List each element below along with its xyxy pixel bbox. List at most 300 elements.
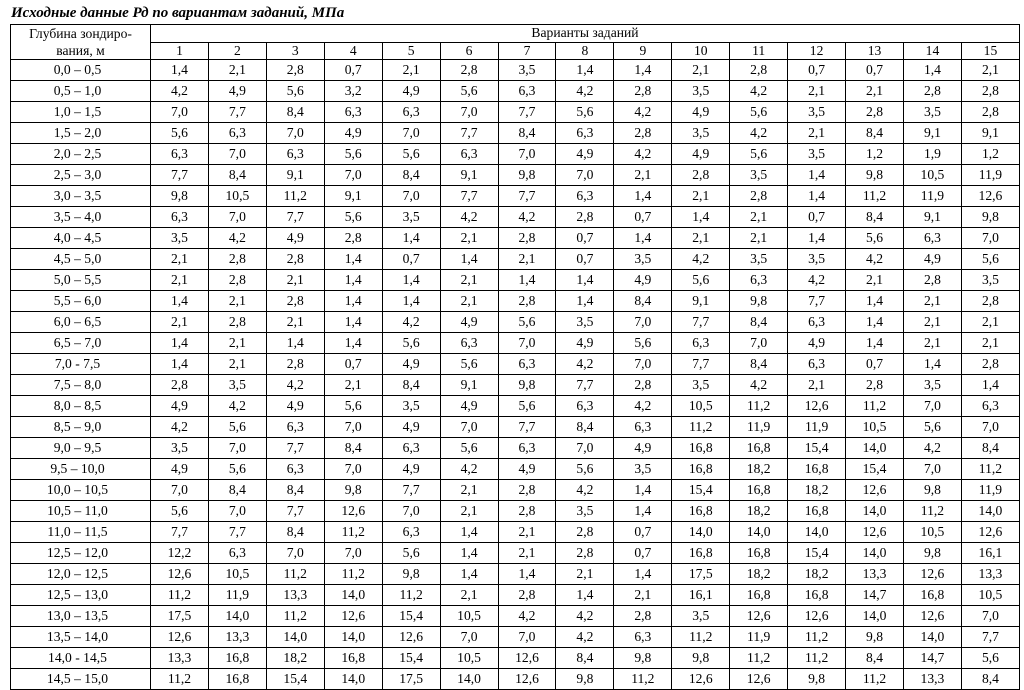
value-cell: 5,6 [382, 543, 440, 564]
value-cell: 11,2 [266, 564, 324, 585]
value-cell: 6,3 [614, 627, 672, 648]
value-cell: 4,2 [614, 396, 672, 417]
value-cell: 1,4 [440, 543, 498, 564]
value-cell: 4,9 [382, 81, 440, 102]
value-cell: 2,8 [846, 375, 904, 396]
variant-number-header: 2 [208, 42, 266, 60]
value-cell: 0,7 [614, 543, 672, 564]
value-cell: 17,5 [382, 669, 440, 690]
value-cell: 6,3 [208, 543, 266, 564]
value-cell: 9,8 [672, 648, 730, 669]
depth-cell: 9,5 – 10,0 [11, 459, 151, 480]
value-cell: 11,2 [961, 459, 1019, 480]
value-cell: 2,1 [903, 333, 961, 354]
value-cell: 2,8 [730, 60, 788, 81]
value-cell: 4,9 [324, 123, 382, 144]
value-cell: 4,2 [440, 459, 498, 480]
depth-cell: 0,0 – 0,5 [11, 60, 151, 81]
value-cell: 16,8 [903, 585, 961, 606]
value-cell: 11,2 [672, 627, 730, 648]
value-cell: 1,4 [788, 228, 846, 249]
value-cell: 6,3 [730, 270, 788, 291]
value-cell: 2,1 [151, 312, 209, 333]
value-cell: 1,4 [324, 333, 382, 354]
value-cell: 2,1 [903, 312, 961, 333]
depth-cell: 6,0 – 6,5 [11, 312, 151, 333]
variant-number-header: 10 [672, 42, 730, 60]
value-cell: 4,2 [556, 480, 614, 501]
value-cell: 5,6 [498, 312, 556, 333]
variant-number-header: 12 [788, 42, 846, 60]
value-cell: 7,7 [672, 354, 730, 375]
value-cell: 4,2 [440, 207, 498, 228]
value-cell: 0,7 [556, 228, 614, 249]
value-cell: 14,0 [208, 606, 266, 627]
value-cell: 3,5 [614, 459, 672, 480]
value-cell: 11,9 [788, 417, 846, 438]
value-cell: 2,1 [324, 375, 382, 396]
table-row [11, 333, 1020, 354]
value-cell: 2,1 [440, 228, 498, 249]
depth-cell: 0,5 – 1,0 [11, 81, 151, 102]
value-cell: 6,3 [151, 207, 209, 228]
value-cell: 3,5 [903, 375, 961, 396]
value-cell: 3,5 [672, 375, 730, 396]
value-cell: 15,4 [788, 438, 846, 459]
value-cell: 2,8 [556, 543, 614, 564]
value-cell: 2,1 [498, 522, 556, 543]
table-row [11, 81, 1020, 102]
value-cell: 16,8 [730, 438, 788, 459]
depth-cell: 11,0 – 11,5 [11, 522, 151, 543]
depth-cell: 1,0 – 1,5 [11, 102, 151, 123]
value-cell: 14,0 [266, 627, 324, 648]
value-cell: 2,8 [208, 249, 266, 270]
value-cell: 2,1 [672, 186, 730, 207]
value-cell: 16,8 [730, 543, 788, 564]
depth-cell: 4,0 – 4,5 [11, 228, 151, 249]
variant-number-header: 13 [846, 42, 904, 60]
value-cell: 9,1 [903, 123, 961, 144]
variant-number-header: 8 [556, 42, 614, 60]
value-cell: 4,2 [730, 375, 788, 396]
value-cell: 11,2 [846, 396, 904, 417]
value-cell: 5,6 [266, 81, 324, 102]
table-row [11, 186, 1020, 207]
value-cell: 7,0 [208, 207, 266, 228]
value-cell: 16,8 [672, 543, 730, 564]
value-cell: 2,1 [208, 291, 266, 312]
value-cell: 4,2 [788, 270, 846, 291]
value-cell: 1,4 [614, 228, 672, 249]
value-cell: 13,3 [151, 648, 209, 669]
value-cell: 11,2 [324, 522, 382, 543]
value-cell: 9,1 [672, 291, 730, 312]
value-cell: 12,6 [903, 606, 961, 627]
value-cell: 16,8 [788, 501, 846, 522]
value-cell: 1,4 [614, 480, 672, 501]
value-cell: 2,1 [788, 375, 846, 396]
depth-cell: 13,5 – 14,0 [11, 627, 151, 648]
value-cell: 7,7 [266, 438, 324, 459]
value-cell: 5,6 [324, 207, 382, 228]
value-cell: 4,9 [382, 459, 440, 480]
value-cell: 7,0 [498, 333, 556, 354]
value-cell: 1,4 [788, 165, 846, 186]
value-cell: 5,6 [382, 333, 440, 354]
depth-cell: 14,0 - 14,5 [11, 648, 151, 669]
value-cell: 1,4 [151, 291, 209, 312]
depth-cell: 12,5 – 13,0 [11, 585, 151, 606]
value-cell: 9,1 [903, 207, 961, 228]
value-cell: 16,8 [672, 438, 730, 459]
variant-number-header: 7 [498, 42, 556, 60]
value-cell: 8,4 [961, 669, 1019, 690]
value-cell: 14,0 [324, 627, 382, 648]
value-cell: 12,6 [498, 669, 556, 690]
value-cell: 3,5 [730, 249, 788, 270]
value-cell: 1,4 [266, 333, 324, 354]
value-cell: 16,8 [672, 501, 730, 522]
value-cell: 6,3 [266, 459, 324, 480]
value-cell: 8,4 [208, 165, 266, 186]
value-cell: 2,1 [440, 480, 498, 501]
value-cell: 4,2 [556, 606, 614, 627]
table-title: Исходные данные Рд по вариантам заданий, МПа [11, 5, 345, 21]
value-cell: 2,8 [151, 375, 209, 396]
value-cell: 4,2 [846, 249, 904, 270]
depth-cell: 4,5 – 5,0 [11, 249, 151, 270]
value-cell: 8,4 [266, 102, 324, 123]
value-cell: 1,4 [324, 291, 382, 312]
value-cell: 14,0 [324, 669, 382, 690]
value-cell: 16,1 [672, 585, 730, 606]
value-cell: 7,0 [498, 627, 556, 648]
value-cell: 12,6 [730, 606, 788, 627]
value-cell: 8,4 [556, 648, 614, 669]
value-cell: 14,0 [846, 501, 904, 522]
value-cell: 4,9 [440, 396, 498, 417]
value-cell: 0,7 [324, 60, 382, 81]
value-cell: 10,5 [903, 165, 961, 186]
table-row [11, 249, 1020, 270]
value-cell: 11,2 [151, 669, 209, 690]
value-cell: 3,5 [730, 165, 788, 186]
value-cell: 8,4 [846, 207, 904, 228]
value-cell: 6,3 [672, 333, 730, 354]
table-row [11, 669, 1020, 690]
value-cell: 5,6 [440, 438, 498, 459]
value-cell: 2,8 [614, 375, 672, 396]
value-cell: 7,7 [672, 312, 730, 333]
depth-cell: 13,0 – 13,5 [11, 606, 151, 627]
variants-column-header: Варианты заданий [151, 25, 1020, 43]
value-cell: 7,7 [498, 186, 556, 207]
value-cell: 10,5 [903, 522, 961, 543]
value-cell: 14,7 [846, 585, 904, 606]
value-cell: 0,7 [788, 207, 846, 228]
value-cell: 1,4 [961, 375, 1019, 396]
value-cell: 2,1 [961, 333, 1019, 354]
depth-cell: 12,5 – 12,0 [11, 543, 151, 564]
table-row [11, 291, 1020, 312]
value-cell: 15,4 [672, 480, 730, 501]
value-cell: 16,8 [208, 669, 266, 690]
value-cell: 1,4 [440, 564, 498, 585]
value-cell: 6,3 [498, 81, 556, 102]
value-cell: 1,4 [440, 522, 498, 543]
value-cell: 11,2 [614, 669, 672, 690]
value-cell: 9,8 [498, 375, 556, 396]
value-cell: 7,0 [324, 165, 382, 186]
table-row [11, 354, 1020, 375]
value-cell: 16,8 [730, 585, 788, 606]
value-cell: 14,7 [903, 648, 961, 669]
value-cell: 7,0 [382, 501, 440, 522]
value-cell: 11,2 [151, 585, 209, 606]
value-cell: 7,0 [556, 438, 614, 459]
value-cell: 7,0 [324, 417, 382, 438]
depth-cell: 10,5 – 11,0 [11, 501, 151, 522]
table-row [11, 312, 1020, 333]
depth-column-header: Глубина зондиро-вания, м [11, 25, 151, 60]
value-cell: 16,8 [730, 480, 788, 501]
value-cell: 7,0 [151, 102, 209, 123]
table-row [11, 102, 1020, 123]
value-cell: 4,2 [208, 396, 266, 417]
value-cell: 4,2 [498, 606, 556, 627]
value-cell: 6,3 [266, 417, 324, 438]
table-row [11, 417, 1020, 438]
value-cell: 1,4 [151, 354, 209, 375]
depth-cell: 7,0 - 7,5 [11, 354, 151, 375]
value-cell: 2,1 [151, 270, 209, 291]
value-cell: 9,8 [556, 669, 614, 690]
value-cell: 7,7 [266, 207, 324, 228]
value-cell: 7,0 [440, 102, 498, 123]
value-cell: 2,8 [730, 186, 788, 207]
value-cell: 11,2 [266, 186, 324, 207]
depth-cell: 7,5 – 8,0 [11, 375, 151, 396]
value-cell: 2,1 [672, 60, 730, 81]
value-cell: 0,7 [614, 522, 672, 543]
value-cell: 18,2 [788, 480, 846, 501]
value-cell: 18,2 [730, 459, 788, 480]
value-cell: 12,6 [498, 648, 556, 669]
value-cell: 2,8 [556, 207, 614, 228]
value-cell: 14,0 [324, 585, 382, 606]
value-cell: 0,7 [556, 249, 614, 270]
value-cell: 14,0 [788, 522, 846, 543]
table-row [11, 123, 1020, 144]
table-row [11, 60, 1020, 81]
value-cell: 11,2 [382, 585, 440, 606]
value-cell: 0,7 [846, 60, 904, 81]
value-cell: 7,7 [788, 291, 846, 312]
value-cell: 5,6 [382, 144, 440, 165]
value-cell: 2,1 [788, 81, 846, 102]
value-cell: 7,0 [382, 186, 440, 207]
table-row [11, 606, 1020, 627]
value-cell: 5,6 [730, 102, 788, 123]
value-cell: 14,0 [846, 543, 904, 564]
table-row [11, 522, 1020, 543]
value-cell: 4,9 [903, 249, 961, 270]
value-cell: 13,3 [903, 669, 961, 690]
variant-number-header: 11 [730, 42, 788, 60]
value-cell: 9,8 [614, 648, 672, 669]
value-cell: 7,7 [208, 102, 266, 123]
value-cell: 8,4 [498, 123, 556, 144]
value-cell: 2,1 [788, 123, 846, 144]
value-cell: 1,4 [556, 291, 614, 312]
value-cell: 11,9 [961, 480, 1019, 501]
value-cell: 5,6 [556, 102, 614, 123]
value-cell: 13,3 [208, 627, 266, 648]
value-cell: 9,8 [498, 165, 556, 186]
value-cell: 7,7 [208, 522, 266, 543]
value-cell: 2,8 [961, 291, 1019, 312]
value-cell: 11,2 [730, 648, 788, 669]
table-row [11, 480, 1020, 501]
value-cell: 2,8 [498, 480, 556, 501]
value-cell: 7,0 [903, 459, 961, 480]
value-cell: 5,6 [324, 144, 382, 165]
value-cell: 1,4 [846, 291, 904, 312]
value-cell: 10,5 [440, 648, 498, 669]
value-cell: 3,5 [788, 249, 846, 270]
value-cell: 7,7 [440, 186, 498, 207]
value-cell: 4,2 [730, 81, 788, 102]
value-cell: 15,4 [382, 606, 440, 627]
value-cell: 11,2 [324, 564, 382, 585]
variant-number-header: 1 [151, 42, 209, 60]
value-cell: 3,5 [208, 375, 266, 396]
value-cell: 9,8 [903, 543, 961, 564]
value-cell: 2,8 [266, 291, 324, 312]
value-cell: 2,8 [961, 81, 1019, 102]
table-row [11, 396, 1020, 417]
value-cell: 7,7 [961, 627, 1019, 648]
value-cell: 8,4 [208, 480, 266, 501]
value-cell: 2,1 [903, 291, 961, 312]
value-cell: 7,7 [151, 522, 209, 543]
value-cell: 4,9 [556, 333, 614, 354]
value-cell: 1,4 [556, 60, 614, 81]
value-cell: 2,8 [266, 249, 324, 270]
variant-number-header: 6 [440, 42, 498, 60]
value-cell: 2,8 [614, 606, 672, 627]
value-cell: 11,2 [846, 186, 904, 207]
value-cell: 3,5 [672, 606, 730, 627]
value-cell: 1,4 [903, 60, 961, 81]
value-cell: 5,6 [614, 333, 672, 354]
value-cell: 8,4 [382, 375, 440, 396]
variant-number-header: 3 [266, 42, 324, 60]
table-row [11, 165, 1020, 186]
value-cell: 4,9 [672, 144, 730, 165]
value-cell: 1,4 [440, 249, 498, 270]
depth-cell: 2,0 – 2,5 [11, 144, 151, 165]
value-cell: 1,4 [614, 186, 672, 207]
value-cell: 6,3 [266, 144, 324, 165]
value-cell: 12,6 [903, 564, 961, 585]
value-cell: 3,5 [672, 123, 730, 144]
value-cell: 16,8 [672, 459, 730, 480]
value-cell: 17,5 [151, 606, 209, 627]
value-cell: 2,8 [208, 270, 266, 291]
value-cell: 2,1 [440, 291, 498, 312]
value-cell: 5,6 [498, 396, 556, 417]
value-cell: 12,2 [151, 543, 209, 564]
value-cell: 2,8 [266, 60, 324, 81]
table-row [11, 501, 1020, 522]
value-cell: 3,5 [614, 249, 672, 270]
value-cell: 17,5 [672, 564, 730, 585]
depth-cell: 8,5 – 9,0 [11, 417, 151, 438]
value-cell: 7,0 [614, 312, 672, 333]
value-cell: 2,1 [208, 333, 266, 354]
value-cell: 8,4 [324, 438, 382, 459]
value-cell: 1,4 [903, 354, 961, 375]
value-cell: 0,7 [846, 354, 904, 375]
value-cell: 7,0 [961, 606, 1019, 627]
value-cell: 7,0 [903, 396, 961, 417]
value-cell: 2,8 [846, 102, 904, 123]
value-cell: 6,3 [382, 102, 440, 123]
value-cell: 12,6 [846, 480, 904, 501]
value-cell: 12,6 [961, 522, 1019, 543]
value-cell: 15,4 [266, 669, 324, 690]
value-cell: 6,3 [382, 522, 440, 543]
table-row [11, 438, 1020, 459]
value-cell: 18,2 [730, 564, 788, 585]
value-cell: 1,4 [498, 564, 556, 585]
value-cell: 5,6 [961, 648, 1019, 669]
value-cell: 9,8 [846, 627, 904, 648]
value-cell: 9,8 [151, 186, 209, 207]
value-cell: 4,9 [788, 333, 846, 354]
variant-number-header: 5 [382, 42, 440, 60]
depth-cell: 14,5 – 15,0 [11, 669, 151, 690]
value-cell: 1,4 [382, 291, 440, 312]
value-cell: 6,3 [614, 417, 672, 438]
value-cell: 4,2 [382, 312, 440, 333]
value-cell: 9,8 [961, 207, 1019, 228]
value-cell: 11,9 [730, 627, 788, 648]
value-cell: 14,0 [846, 606, 904, 627]
value-cell: 4,9 [614, 270, 672, 291]
table-body [11, 60, 1020, 690]
value-cell: 5,6 [324, 396, 382, 417]
value-cell: 2,1 [730, 207, 788, 228]
value-cell: 3,5 [498, 60, 556, 81]
value-cell: 1,9 [903, 144, 961, 165]
value-cell: 1,4 [846, 333, 904, 354]
value-cell: 2,1 [151, 249, 209, 270]
value-cell: 2,1 [440, 501, 498, 522]
depth-cell: 5,5 – 6,0 [11, 291, 151, 312]
value-cell: 12,6 [151, 627, 209, 648]
value-cell: 12,6 [730, 669, 788, 690]
value-cell: 2,8 [498, 228, 556, 249]
value-cell: 5,6 [151, 501, 209, 522]
value-cell: 4,9 [498, 459, 556, 480]
value-cell: 3,2 [324, 81, 382, 102]
value-cell: 6,3 [382, 438, 440, 459]
value-cell: 1,4 [846, 312, 904, 333]
value-cell: 8,4 [846, 648, 904, 669]
